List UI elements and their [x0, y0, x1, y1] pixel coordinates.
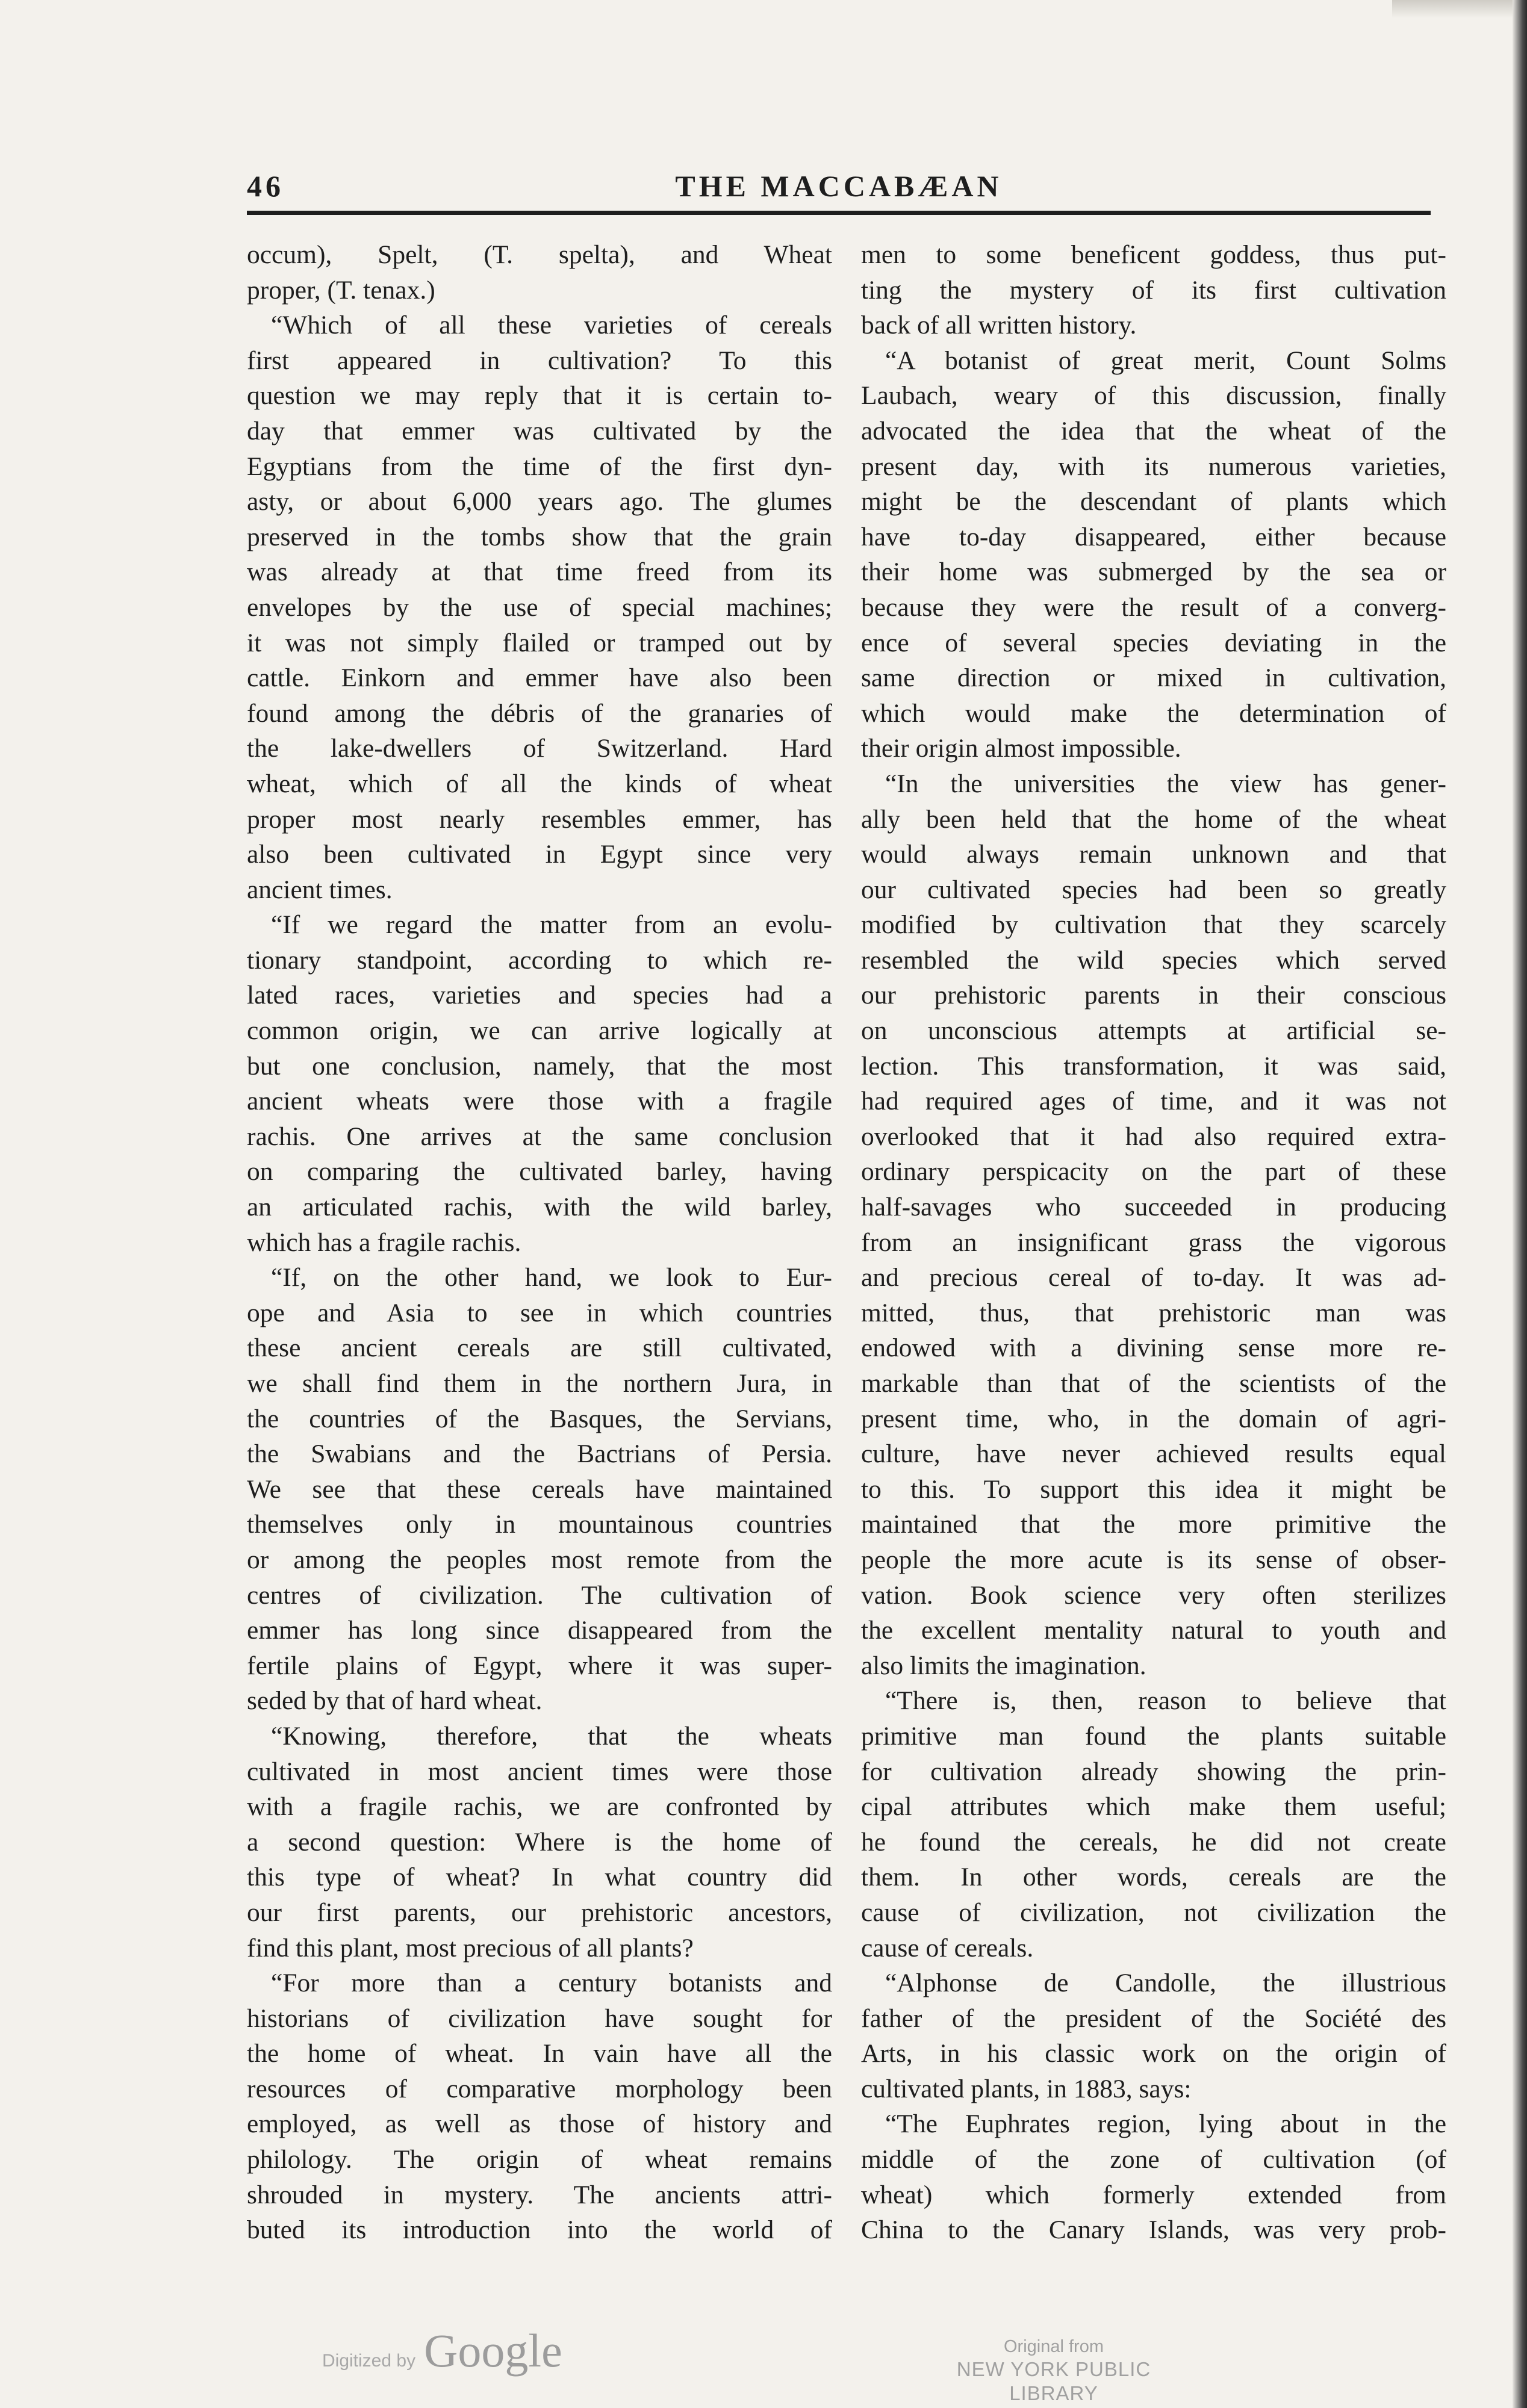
text-line: half-savages who succeeded in producing: [861, 1193, 1446, 1222]
text-line: philology. The origin of wheat remains: [247, 2145, 832, 2174]
text-line: common origin, we can arrive logically at: [247, 1016, 832, 1046]
digitized-by-label: Digitized by: [322, 2351, 416, 2371]
text-line: themselves only in mountainous countries: [247, 1510, 832, 1539]
text-line: the excellent mentality natural to youth and: [861, 1616, 1446, 1645]
text-line: cultivated plants, in 1883, says:: [861, 2074, 1192, 2103]
text-line: cattle. Einkorn and emmer have also been: [247, 663, 832, 693]
text-line: cultivated in most ancient times were those: [247, 1757, 832, 1786]
text-line: had required ages of time, and it was not: [861, 1087, 1446, 1116]
text-line: also limits the imagination.: [861, 1651, 1146, 1680]
text-line: them. In other words, cereals are the: [861, 1863, 1446, 1892]
text-line: found among the débris of the granaries of: [247, 698, 832, 728]
original-source-watermark: [927, 2336, 1180, 2406]
text-line: might be the descendant of plants which: [861, 487, 1446, 517]
text-line: for cultivation already showing the prin-: [861, 1757, 1446, 1786]
text-line: the countries of the Basques, the Servians,: [247, 1404, 832, 1433]
text-line: or among the peoples most remote from the: [247, 1545, 832, 1574]
text-line: the lake-dwellers of Switzerland. Hard: [247, 734, 832, 763]
right-column: [861, 237, 1446, 2248]
text-line: father of the president of the Société des: [861, 2003, 1446, 2033]
text-line: resembled the wild species which served: [861, 945, 1446, 975]
text-line: overlooked that it had also required extra-: [861, 1122, 1446, 1151]
page-header: [247, 164, 1431, 212]
text-line: modified by cultivation that they scarcely: [861, 910, 1446, 940]
text-line: fertile plains of Egypt, where it was super-: [247, 1651, 832, 1680]
text-line: on unconscious attempts at artificial se-: [861, 1016, 1446, 1046]
text-line: emmer has long since disappeared from the: [247, 1616, 832, 1645]
text-line: their origin almost impossible.: [861, 734, 1181, 763]
text-line: cause of civilization, not civilization the: [861, 1898, 1446, 1927]
text-line: an articulated rachis, with the wild barley,: [247, 1193, 832, 1222]
text-line: with a fragile rachis, we are confronted by: [247, 1792, 832, 1822]
text-line: this type of wheat? In what country did: [247, 1863, 832, 1892]
text-line: primitive man found the plants suitable: [861, 1721, 1446, 1751]
text-line: “The Euphrates region, lying about in the: [885, 2109, 1446, 2139]
text-line: back of all written history.: [861, 311, 1137, 340]
text-line: we shall find them in the northern Jura, in: [247, 1369, 832, 1398]
text-line: also been cultivated in Egypt since very: [247, 840, 832, 869]
text-line: men to some beneficent goddess, thus put-: [861, 240, 1446, 269]
text-line: envelopes by the use of special machines;: [247, 592, 832, 622]
text-line: day that emmer was cultivated by the: [247, 416, 832, 445]
running-title: THE MACCABÆAN: [675, 169, 1003, 203]
text-line: endowed with a divining sense more re-: [861, 1333, 1446, 1363]
text-line: these ancient cereals are still cultivated,: [247, 1333, 832, 1363]
text-line: from an insignificant grass the vigorous: [861, 1227, 1446, 1257]
text-line: people the more acute is its sense of obser-: [861, 1545, 1446, 1574]
text-line: find this plant, most precious of all plants?: [247, 1933, 694, 1963]
text-line: proper most nearly resembles emmer, has: [247, 804, 832, 834]
text-line: ordinary perspicacity on the part of these: [861, 1157, 1446, 1187]
text-line: ence of several species deviating in the: [861, 628, 1446, 657]
library-name: NEW YORK PUBLIC LIBRARY: [956, 2358, 1151, 2404]
text-line: China to the Canary Islands, was very prob-: [861, 2215, 1446, 2245]
text-line: have to-day disappeared, either because: [861, 522, 1446, 551]
text-line: maintained that the more primitive the: [861, 1510, 1446, 1539]
text-line: middle of the zone of cultivation (of: [861, 2145, 1446, 2174]
text-line: which would make the determination of: [861, 698, 1446, 728]
text-line: Egyptians from the time of the first dyn-: [247, 452, 832, 481]
text-line: “If, on the other hand, we look to Eur-: [271, 1263, 832, 1292]
text-line: mitted, thus, that prehistoric man was: [861, 1298, 1446, 1327]
text-line: proper, (T. tenax.): [247, 275, 435, 305]
text-line: “There is, then, reason to believe that: [885, 1686, 1446, 1716]
text-line: wheat) which formerly extended from: [861, 2180, 1446, 2209]
text-line: which has a fragile rachis.: [247, 1227, 521, 1257]
text-line: present day, with its numerous varieties,: [861, 452, 1446, 481]
text-line: it was not simply flailed or tramped out by: [247, 628, 832, 657]
text-line: centres of civilization. The cultivation of: [247, 1580, 832, 1610]
text-line: cipal attributes which make them useful;: [861, 1792, 1446, 1822]
page-edge-shadow: [1513, 0, 1527, 2408]
header-rule: [247, 211, 1431, 215]
text-line: lated races, varieties and species had a: [247, 981, 832, 1010]
text-line: rachis. One arrives at the same conclusion: [247, 1122, 832, 1151]
text-line: but one conclusion, namely, that the most: [247, 1051, 832, 1081]
text-line: ancient times.: [247, 875, 393, 904]
text-line: historians of civilization have sought for: [247, 2003, 832, 2033]
text-line: first appeared in cultivation? To this: [247, 346, 832, 375]
text-line: same direction or mixed in cultivation,: [861, 663, 1446, 693]
text-line: Laubach, weary of this discussion, finally: [861, 381, 1446, 411]
text-line: “For more than a century botanists and: [271, 1969, 832, 1998]
text-line: and precious cereal of to-day. It was ad-: [861, 1263, 1446, 1292]
text-line: buted its introduction into the world of: [247, 2215, 832, 2245]
text-line: “If we regard the matter from an evolu-: [271, 910, 832, 940]
original-from-label: Original from: [1004, 2337, 1104, 2356]
text-line: markable than that of the scientists of the: [861, 1369, 1446, 1398]
text-line: resources of comparative morphology been: [247, 2074, 832, 2103]
text-line: employed, as well as those of history and: [247, 2109, 832, 2139]
text-line: preserved in the tombs show that the grain: [247, 522, 832, 551]
text-line: Arts, in his classic work on the origin of: [861, 2039, 1446, 2068]
text-line: present time, who, in the domain of agri-: [861, 1404, 1446, 1433]
text-line: ancient wheats were those with a fragile: [247, 1087, 832, 1116]
text-line: culture, have never achieved results equal: [861, 1439, 1446, 1469]
text-line: question we may reply that it is certain to-: [247, 381, 832, 411]
text-line: shrouded in mystery. The ancients attri-: [247, 2180, 832, 2209]
text-line: “Knowing, therefore, that the wheats: [271, 1721, 832, 1751]
text-line: wheat, which of all the kinds of wheat: [247, 769, 832, 798]
text-line: cause of cereals.: [861, 1933, 1034, 1963]
text-line: a second question: Where is the home of: [247, 1827, 832, 1857]
digitized-by-google-watermark: [322, 2324, 562, 2377]
text-line: would always remain unknown and that: [861, 840, 1446, 869]
text-line: ting the mystery of its first cultivation: [861, 275, 1446, 305]
text-line: “Which of all these varieties of cereals: [271, 311, 832, 340]
text-line: ope and Asia to see in which countries: [247, 1298, 832, 1327]
text-line: seded by that of hard wheat.: [247, 1686, 543, 1716]
text-line: the Swabians and the Bactrians of Persia.: [247, 1439, 832, 1469]
text-line: to this. To support this idea it might be: [861, 1474, 1446, 1504]
text-line: was already at that time freed from its: [247, 557, 832, 587]
google-logo: Google: [424, 2324, 562, 2377]
text-line: lection. This transformation, it was said,: [861, 1051, 1446, 1081]
text-line: ally been held that the home of the wheat: [861, 804, 1446, 834]
text-line: our prehistoric parents in their conscious: [861, 981, 1446, 1010]
text-line: vation. Book science very often sterilizes: [861, 1580, 1446, 1610]
text-line: occum), Spelt, (T. spelta), and Wheat: [247, 240, 832, 269]
text-line: the home of wheat. In vain have all the: [247, 2039, 832, 2068]
text-line: their home was submerged by the sea or: [861, 557, 1446, 587]
page-corner-shadow: [1392, 0, 1513, 18]
text-line: our cultivated species had been so greatly: [861, 875, 1446, 904]
text-line: because they were the result of a converg-: [861, 592, 1446, 622]
left-column: [247, 237, 832, 2248]
text-line: “A botanist of great merit, Count Solms: [885, 346, 1446, 375]
text-line: tionary standpoint, according to which re-: [247, 945, 832, 975]
text-line: “In the universities the view has gener-: [885, 769, 1446, 798]
text-line: asty, or about 6,000 years ago. The glumes: [247, 487, 832, 517]
text-line: advocated the idea that the wheat of the: [861, 416, 1446, 445]
text-line: our first parents, our prehistoric ancestors,: [247, 1898, 832, 1927]
page-number: 46: [247, 169, 284, 203]
text-line: he found the cereals, he did not create: [861, 1827, 1446, 1857]
text-line: on comparing the cultivated barley, having: [247, 1157, 832, 1187]
text-line: “Alphonse de Candolle, the illustrious: [885, 1969, 1446, 1998]
text-line: We see that these cereals have maintained: [247, 1474, 832, 1504]
